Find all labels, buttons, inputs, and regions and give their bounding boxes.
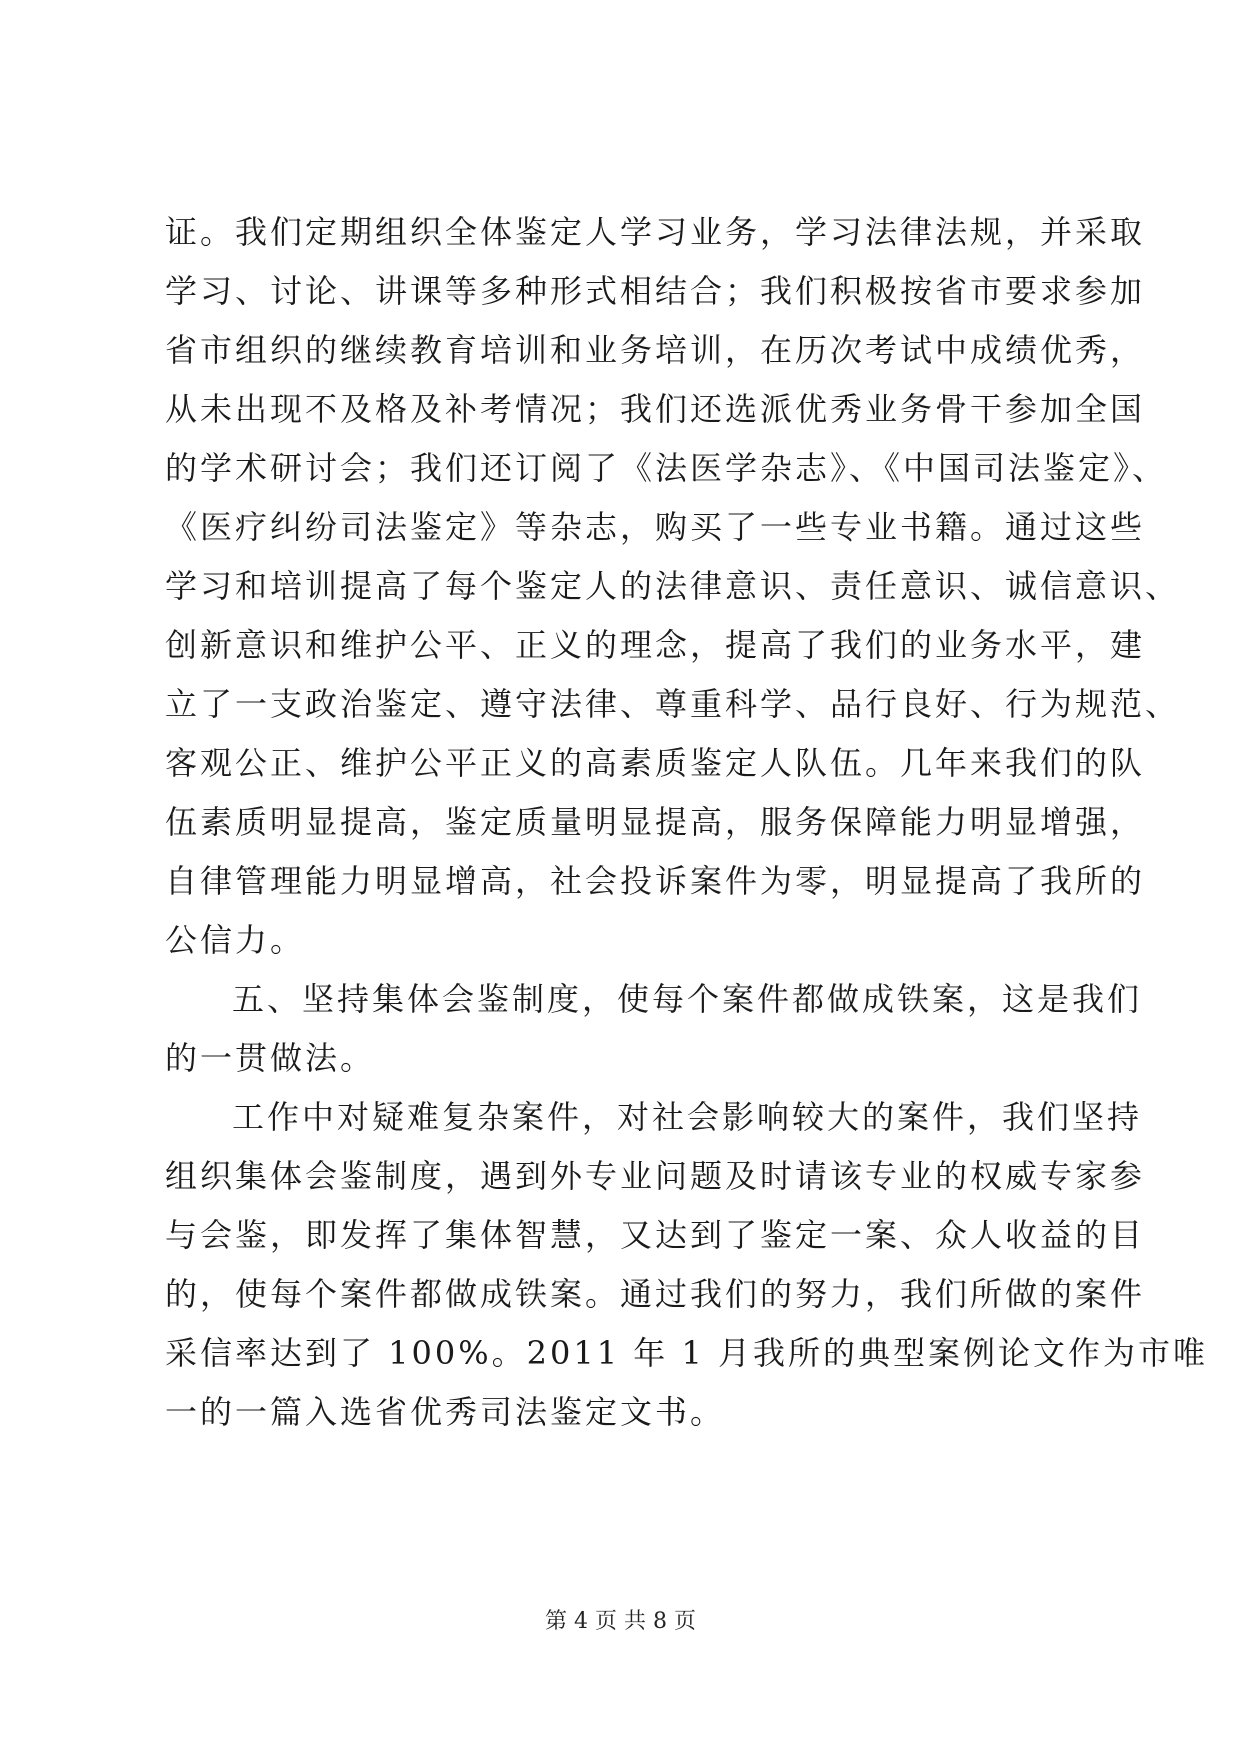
body-text-line: 从未出现不及格及补考情况；我们还选派优秀业务骨干参加全国 <box>165 390 1146 428</box>
body-text-line: 证。我们定期组织全体鉴定人学习业务，学习法律法规，并采取 <box>165 213 1146 251</box>
body-text-line: 与会鉴，即发挥了集体智慧，又达到了鉴定一案、众人收益的目 <box>165 1216 1146 1254</box>
body-text-line: 的一贯做法。 <box>165 1039 376 1077</box>
body-text-line: 工作中对疑难复杂案件，对社会影响较大的案件，我们坚持 <box>232 1098 1143 1136</box>
body-text-line: 自律管理能力明显增高，社会投诉案件为零，明显提高了我所的 <box>165 862 1146 900</box>
body-text-line: 伍素质明显提高，鉴定质量明显提高，服务保障能力明显增强， <box>165 803 1146 841</box>
body-text-line: 学习、讨论、讲课等多种形式相结合；我们积极按省市要求参加 <box>165 272 1146 310</box>
body-text-line: 客观公正、维护公平正义的高素质鉴定人队伍。几年来我们的队 <box>165 744 1146 782</box>
body-text-line: 采信率达到了 100%。2011 年 1 月我所的典型案例论文作为市唯 <box>165 1334 1208 1372</box>
body-text-line: 的，使每个案件都做成铁案。通过我们的努力，我们所做的案件 <box>165 1275 1146 1313</box>
body-text-line: 的学术研讨会；我们还订阅了《法医学杂志》、《中国司法鉴定》、 <box>165 449 1168 487</box>
body-text-line: 创新意识和维护公平、正义的理念，提高了我们的业务水平，建 <box>165 626 1146 664</box>
page-number-footer: 第 4 页 共 8 页 <box>545 1609 696 1634</box>
body-text-line: 学习和培训提高了每个鉴定人的法律意识、责任意识、诚信意识、 <box>165 567 1181 605</box>
body-text-line: 《医疗纠纷司法鉴定》等杂志，购买了一些专业书籍。通过这些 <box>165 508 1146 546</box>
section-heading: 五、坚持集体会鉴制度，使每个案件都做成铁案，这是我们 <box>232 980 1143 1018</box>
body-text-line: 省市组织的继续教育培训和业务培训，在历次考试中成绩优秀， <box>165 331 1146 369</box>
body-text-line: 公信力。 <box>165 921 306 959</box>
body-text-line: 立了一支政治鉴定、遵守法律、尊重科学、品行良好、行为规范、 <box>165 685 1181 723</box>
body-text-line: 一的一篇入选省优秀司法鉴定文书。 <box>165 1393 726 1431</box>
body-text-line: 组织集体会鉴制度，遇到外专业问题及时请该专业的权威专家参 <box>165 1157 1146 1195</box>
